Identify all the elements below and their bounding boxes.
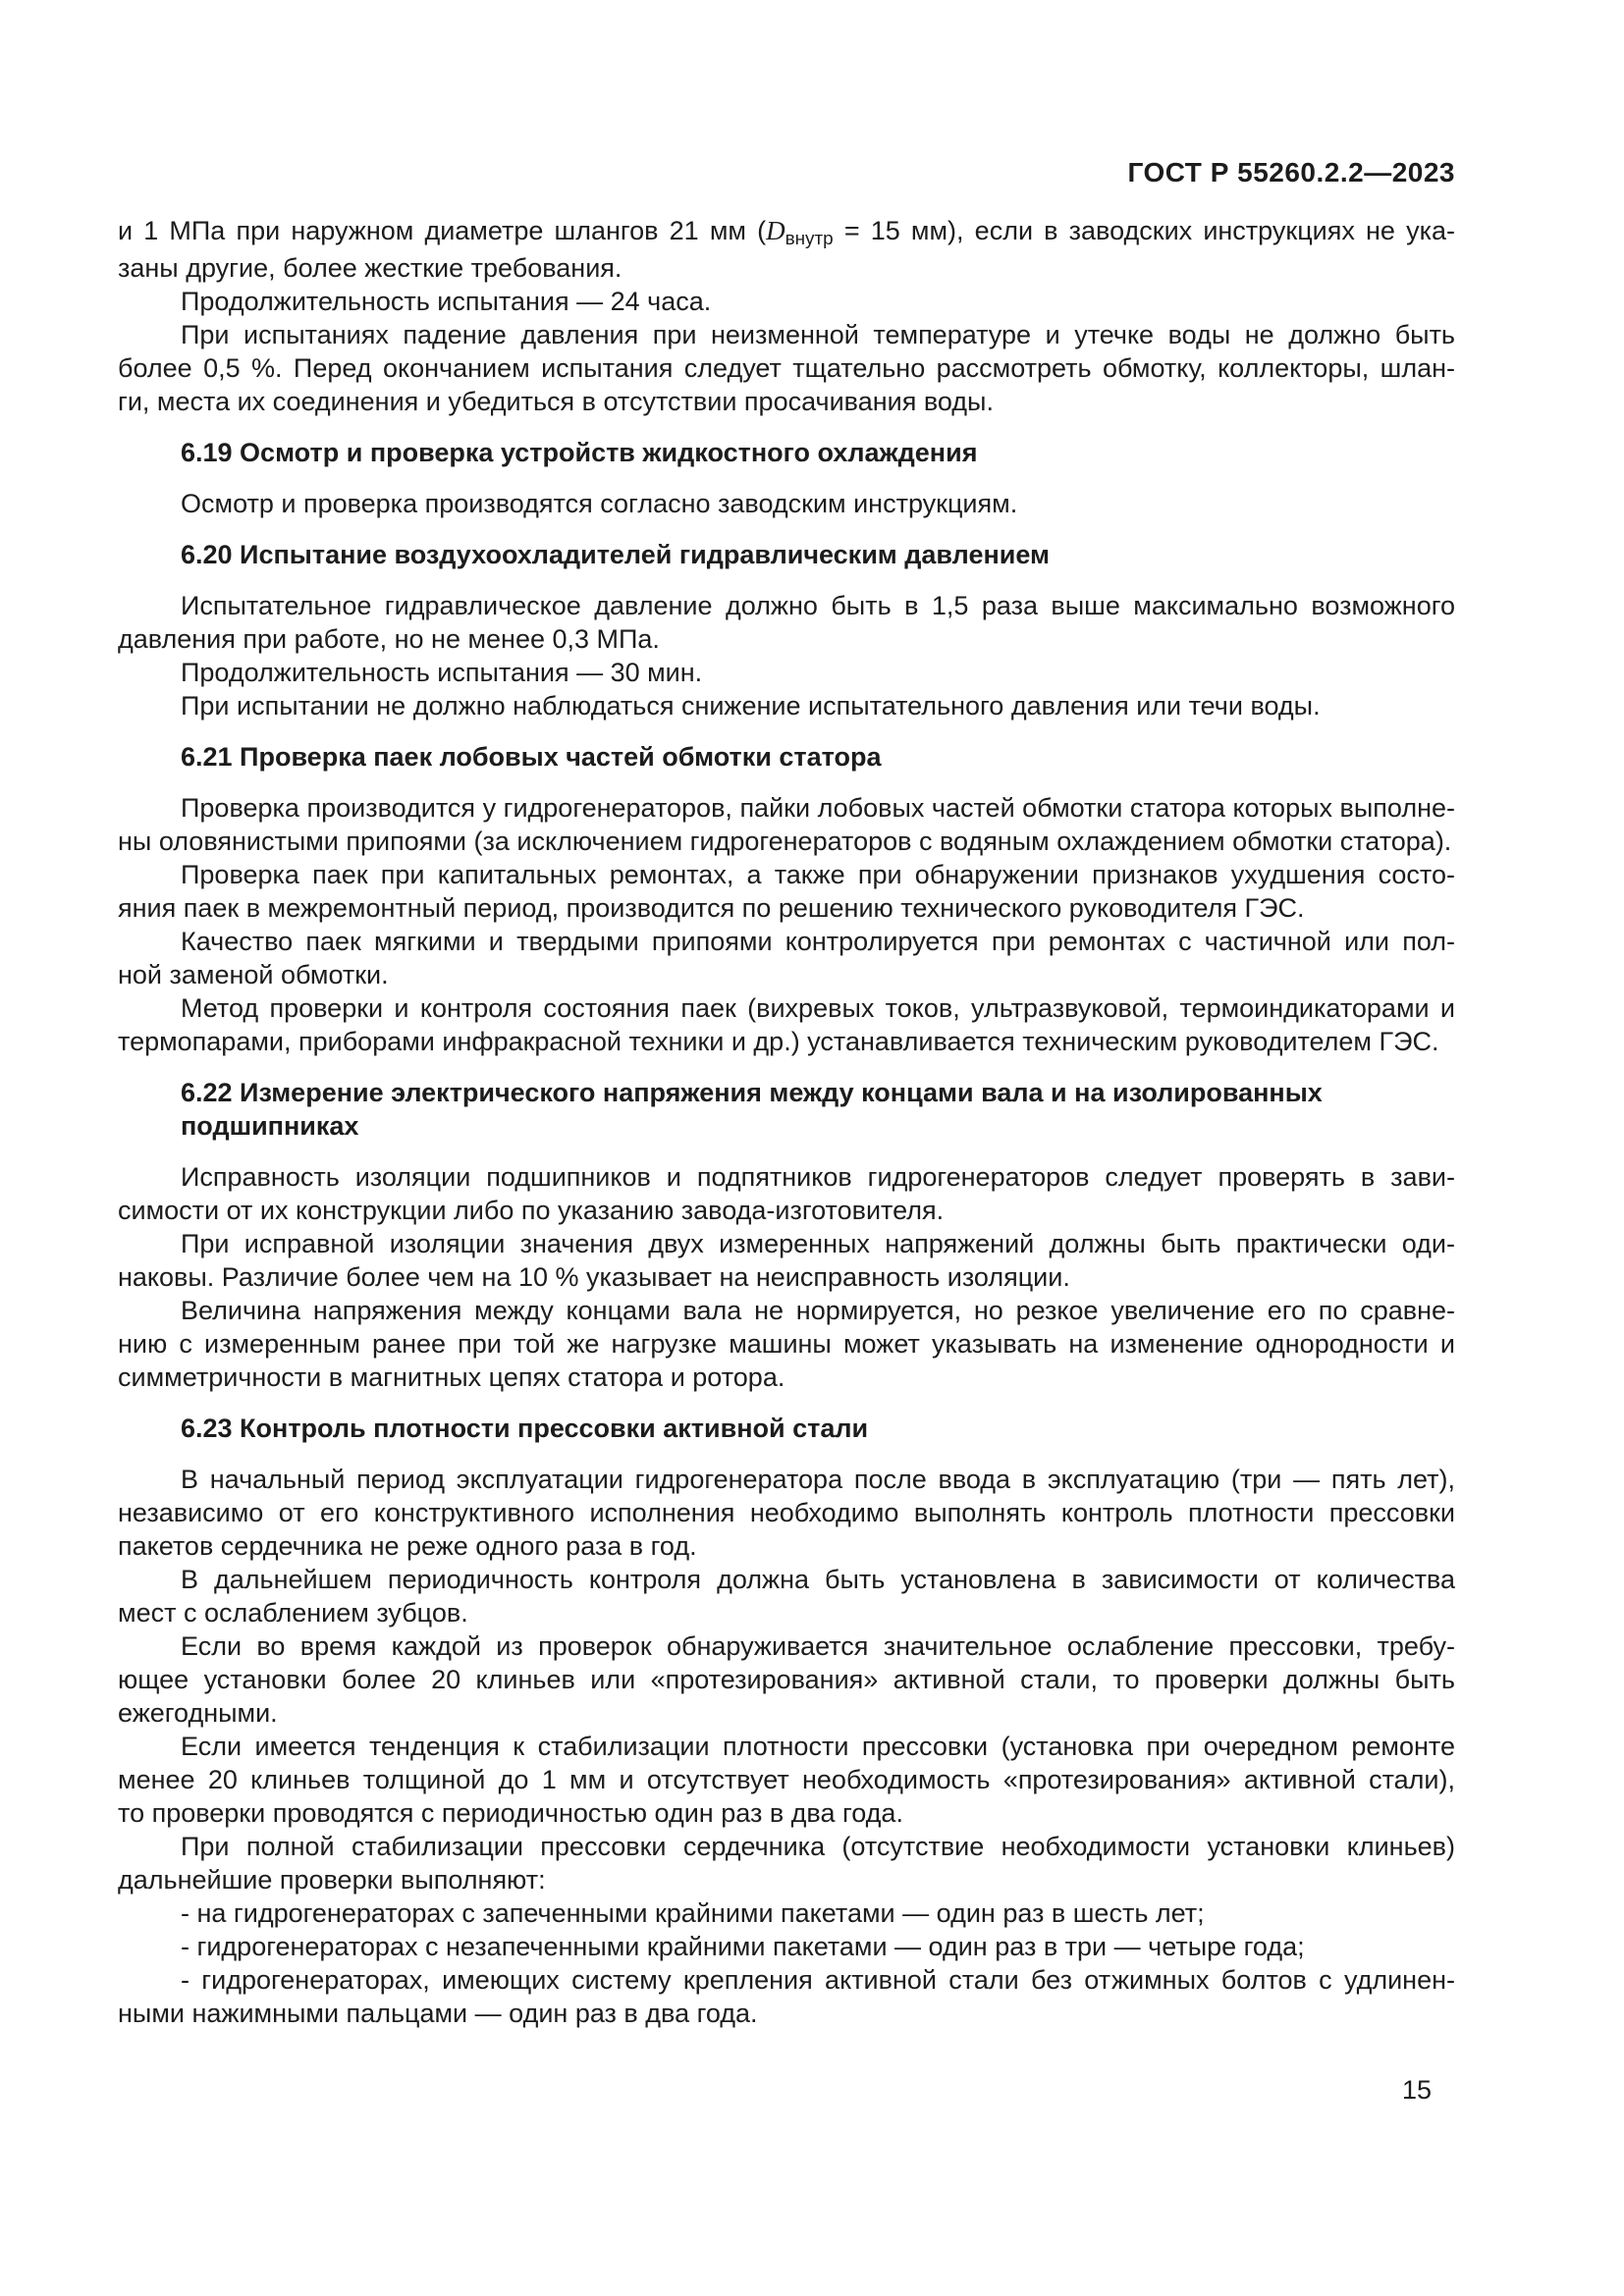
paragraph [118, 487, 1455, 520]
page-number: 15 [1401, 2075, 1432, 2105]
section-heading [118, 740, 1455, 774]
section-heading [118, 1076, 1455, 1143]
text-line: В начальный период эксплуатации гидрогенератора после ввода в эксплуатацию (три — пять лет), [181, 1465, 1455, 1494]
text-line: Величина напряжения между концами вала не нормируется, но резкое увеличение его по сравне- [181, 1296, 1455, 1325]
heading-line: 6.22 Измерение электрического напряжения между концами вала и на изолированных [181, 1078, 1323, 1107]
text-line: - гидрогенераторах с незапеченными крайними пакетами — один раз в три — четыре года; [181, 1932, 1305, 1961]
text-line: давления при работе, но не менее 0,3 МПа. [118, 624, 660, 654]
paragraph [118, 214, 1455, 285]
text-line: ежегодными. [118, 1698, 278, 1728]
paragraph [118, 1896, 1455, 1930]
text-line: При испытаниях падение давления при неизменной температуре и утечке воды не должно быть [181, 320, 1455, 349]
heading-line: 6.19 Осмотр и проверка устройств жидкостного охлаждения [181, 438, 978, 467]
heading-line: 6.20 Испытание воздухоохладителей гидравлическим давлением [181, 540, 1051, 569]
text-line: дальнейшие проверки выполняют: [118, 1865, 546, 1895]
paragraph [118, 1563, 1455, 1629]
text-line: ными нажимными пальцами — один раз в два года. [118, 1999, 758, 2028]
text-line: менее 20 клиньев толщиной до 1 мм и отсутствует необходимость «протезирования» активной стали), [118, 1765, 1455, 1794]
text-line: Испытательное гидравлическое давление должно быть в 1,5 раза выше максимально возможного [181, 591, 1455, 620]
paragraph [118, 1294, 1455, 1394]
paragraph [118, 1930, 1455, 1963]
text-line: более 0,5 %. Перед окончанием испытания следует тщательно рассмотреть обмотку, коллекторы, шлан- [118, 353, 1455, 383]
text-line: В дальнейшем периодичность контроля должна быть установлена в зависимости от количества [181, 1565, 1455, 1594]
text-line: Метод проверки и контроля состояния паек (вихревых токов, ультразвуковой, термоиндикаторами и [181, 993, 1455, 1023]
text-line: ги, места их соединения и убедиться в отсутствии просачивания воды. [118, 387, 994, 416]
text-line: ющее установки более 20 клиньев или «протезирования» активной стали, то проверки должны быть [118, 1665, 1455, 1694]
paragraph [118, 925, 1455, 991]
text-line: нию с измеренным ранее при той же нагрузке машины может указывать на изменение однородности и [118, 1329, 1455, 1359]
text-line: заны другие, более жесткие требования. [118, 253, 623, 283]
text-line: Если во время каждой из проверок обнаруживается значительное ослабление прессовки, требу- [181, 1631, 1455, 1661]
text-line: симости от их конструкции либо по указанию завода-изготовителя. [118, 1196, 945, 1225]
variable-symbol: D [766, 216, 785, 245]
paragraph [118, 318, 1455, 418]
paragraph [118, 1629, 1455, 1730]
text-line: - гидрогенераторах, имеющих систему крепления активной стали без отжимных болтов с удлинен- [181, 1965, 1455, 1995]
text-line: При исправной изоляции значения двух измеренных напряжений должны быть практически оди- [181, 1229, 1455, 1258]
text-line: ной заменой обмотки. [118, 960, 389, 989]
paragraph [118, 1463, 1455, 1563]
section-heading [118, 1412, 1455, 1445]
paragraph [118, 1227, 1455, 1294]
text-line: ны оловянистыми припоями (за исключением гидрогенераторов с водяным охлаждением обмотки статора). [118, 827, 1452, 856]
heading-line: 6.23 Контроль плотности прессовки активной стали [181, 1414, 869, 1443]
text-line: пакетов сердечника не реже одного раза в год. [118, 1531, 697, 1561]
text-line [118, 214, 1455, 251]
paragraph [118, 689, 1455, 722]
text-line: - на гидрогенераторах с запеченными крайними пакетами — один раз в шесть лет; [181, 1898, 1205, 1928]
text-line: Проверка паек при капитальных ремонтах, а также при обнаружении признаков ухудшения состо- [181, 860, 1455, 889]
text-line: Продолжительность испытания — 30 мин. [181, 658, 703, 687]
paragraph [118, 791, 1455, 858]
text-line: При полной стабилизации прессовки сердечника (отсутствие необходимости установки клиньев) [181, 1832, 1455, 1861]
text-line: яния паек в межремонтный период, производится по решению технического руководителя ГЭС. [118, 893, 1305, 923]
text-line: Качество паек мягкими и твердыми припоями контролируется при ремонтах с частичной или пол- [181, 927, 1455, 956]
paragraph [118, 1730, 1455, 1830]
subscript: внутр [785, 229, 834, 250]
heading-line: 6.21 Проверка паек лобовых частей обмотки статора [181, 742, 882, 772]
document-body [118, 214, 1455, 2030]
section-heading [118, 538, 1455, 571]
text-line: наковы. Различие более чем на 10 % указывает на неисправность изоляции. [118, 1262, 1070, 1292]
text-line: термопарами, приборами инфракрасной техники и др.) устанавливается техническим руководителем ГЭС. [118, 1027, 1439, 1056]
text-line: Проверка производится у гидрогенераторов, пайки лобовых частей обмотки статора которых выполне- [181, 793, 1455, 823]
text-line: Исправность изоляции подшипников и подпятников гидрогенераторов следует проверять в зави- [181, 1162, 1455, 1192]
section-heading [118, 436, 1455, 469]
text-line: независимо от его конструктивного исполнения необходимо выполнять контроль плотности прессовки [118, 1498, 1455, 1527]
text-line: то проверки проводятся с периодичностью один раз в два года. [118, 1798, 903, 1828]
heading-line: подшипниках [181, 1111, 359, 1141]
text-line: Если имеется тенденция к стабилизации плотности прессовки (установка при очередном ремонте [181, 1732, 1455, 1761]
paragraph [118, 589, 1455, 656]
text-line: Осмотр и проверка производятся согласно заводским инструкциям. [181, 489, 1018, 518]
text-segment: и 1 МПа при наружном диаметре шлангов 21 мм ( [118, 216, 767, 245]
paragraph [118, 1830, 1455, 1896]
paragraph [118, 285, 1455, 318]
paragraph [118, 858, 1455, 925]
paragraph [118, 1963, 1455, 2030]
text-line: мест с ослаблением зубцов. [118, 1598, 468, 1628]
paragraph [118, 1160, 1455, 1227]
paragraph [118, 656, 1455, 689]
text-segment: = 15 мм), если в заводских инструкциях не ука- [833, 216, 1456, 245]
document-header: ГОСТ Р 55260.2.2—2023 [1127, 157, 1455, 187]
text-line: симметричности в магнитных цепях статора и ротора. [118, 1362, 785, 1392]
text-line: При испытании не должно наблюдаться снижение испытательного давления или течи воды. [181, 691, 1321, 721]
text-line: Продолжительность испытания — 24 часа. [181, 287, 712, 316]
paragraph [118, 991, 1455, 1058]
